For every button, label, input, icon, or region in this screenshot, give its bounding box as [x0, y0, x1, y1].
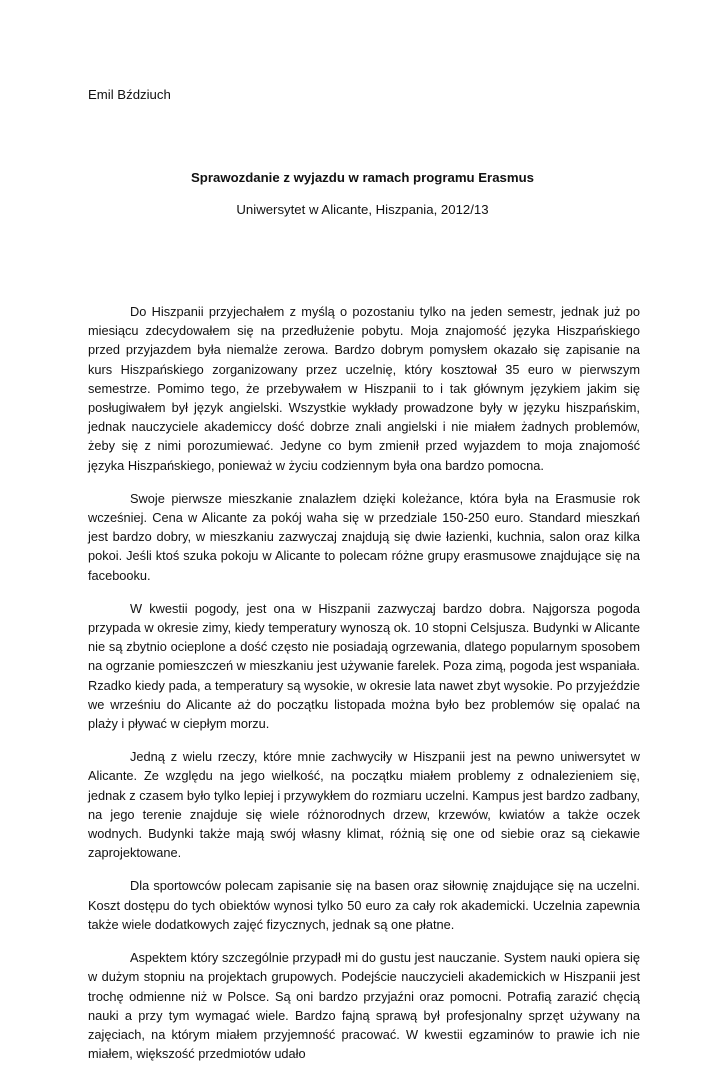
paragraph-university: Jedną z wielu rzeczy, które mnie zachwyciły w Hiszpanii jest na pewno uniwersytet w Alicante. Ze względu na jego wielkość, na początku miałem problemy z odnalezieniem się, jednak z czasem było tylko lepiej i przywykłem do rozmiaru uczelni. Kampus jest bardzo zadbany, na jego terenie znajduje się wiele różnorodnych drzew, krzewów, kwiatów a także oczek wodnych. Budynki także mają swój własny klimat, różnią się one od siebie oraz są ciekawie zaprojektowane. [88, 749, 640, 861]
paragraph-housing: Swoje pierwsze mieszkanie znalazłem dzięki koleżance, która była na Erasmusie rok wcześniej. Cena w Alicante za pokój waha się w przedziale 150-250 euro. Standard mieszkań jest bardzo dobry, w mieszkaniu zazwyczaj znajdują się dwie łazienki, kuchnia, salon oraz kilka pokoi. Jeśli ktoś szuka pokoju w Alicante to polecam różne grupy erasmusowe znajdujące się na facebooku. [88, 490, 640, 583]
paragraph-weather: W kwestii pogody, jest ona w Hiszpanii zazwyczaj bardzo dobra. Najgorsza pogoda przypada w okresie zimy, kiedy temperatury wynoszą ok. 10 stopni Celsjusza. Budynki w Alicante nie są zbytnio ocieplone a dość często nie posiadają ogrzewania, dlatego popularnym sposobem na ogrzanie pomieszczeń w mieszkaniu jest używanie farelek. Poza zimą, pogoda jest wspaniała. Rzadko kiedy pada, a temperatury są wysokie, w okresie lata nawet zbyt wysokie. Po przyjeździe we wrześniu do Alicante aż do początku listopada można było bez problemów się opalać na plaży i pływać w ciepłym morzu. [88, 600, 640, 732]
document-body [88, 302, 640, 1077]
document-title: Sprawozdanie z wyjazdu w ramach programu Erasmus [191, 170, 534, 185]
document-subtitle: Uniwersytet w Alicante, Hiszpania, 2012/13 [236, 202, 489, 217]
paragraph-language: Do Hiszpanii przyjechałem z myślą o pozostaniu tylko na jeden semestr, jednak już po miesiącu zdecydowałem się na przedłużenie pobytu. Moja znajomość języka Hiszpańskiego przed przyjazdem była niemalże zerowa. Bardzo dobrym pomysłem okazało się zapisanie na kurs Hiszpańskiego zorganizowany przez uczelnię, który kosztował 35 euro w pierwszym semestrze. Pomimo tego, że przebywałem w Hiszpanii to i tak głównym językiem jakim się posługiwałem był język angielski. Wszystkie wykłady prowadzone były w języku hiszpańskim, jednak nauczyciele akademiccy dość dobrze znali angielski i nie miałem żadnych problemów, żeby się z nimi porozumiewać. Jedyne co bym zmienił przed wyjazdem to moja znajomość języka Hiszpańskiego, ponieważ w życiu codziennym była ona bardzo pomocna. [88, 304, 640, 473]
paragraph-sports: Dla sportowców polecam zapisanie się na basen oraz siłownię znajdujące się na uczelni. Koszt dostępu do tych obiektów wynosi tylko 50 euro za cały rok akademicki. Uczelnia zapewnia także wiele dodatkowych zajęć fizycznych, jednak są one płatne. [88, 878, 640, 932]
paragraph-teaching: Aspektem który szczególnie przypadł mi do gustu jest nauczanie. System nauki opiera się w dużym stopniu na projektach grupowych. Podejście nauczycieli akademickich w Hiszpanii jest trochę odmienne niż w Polsce. Są oni bardzo przyjaźni oraz pomocni. Potrafią zarazić chęcią nauki a przy tym wymagać wiele. Bardzo fajną sprawą był profesjonalny sprzęt używany na zajęciach, na którym miałem przyjemność pracować. W kwestii egzaminów to prawie ich nie miałem, większość przedmiotów udało [88, 950, 640, 1062]
author-name: Emil Bździuch [88, 87, 171, 102]
